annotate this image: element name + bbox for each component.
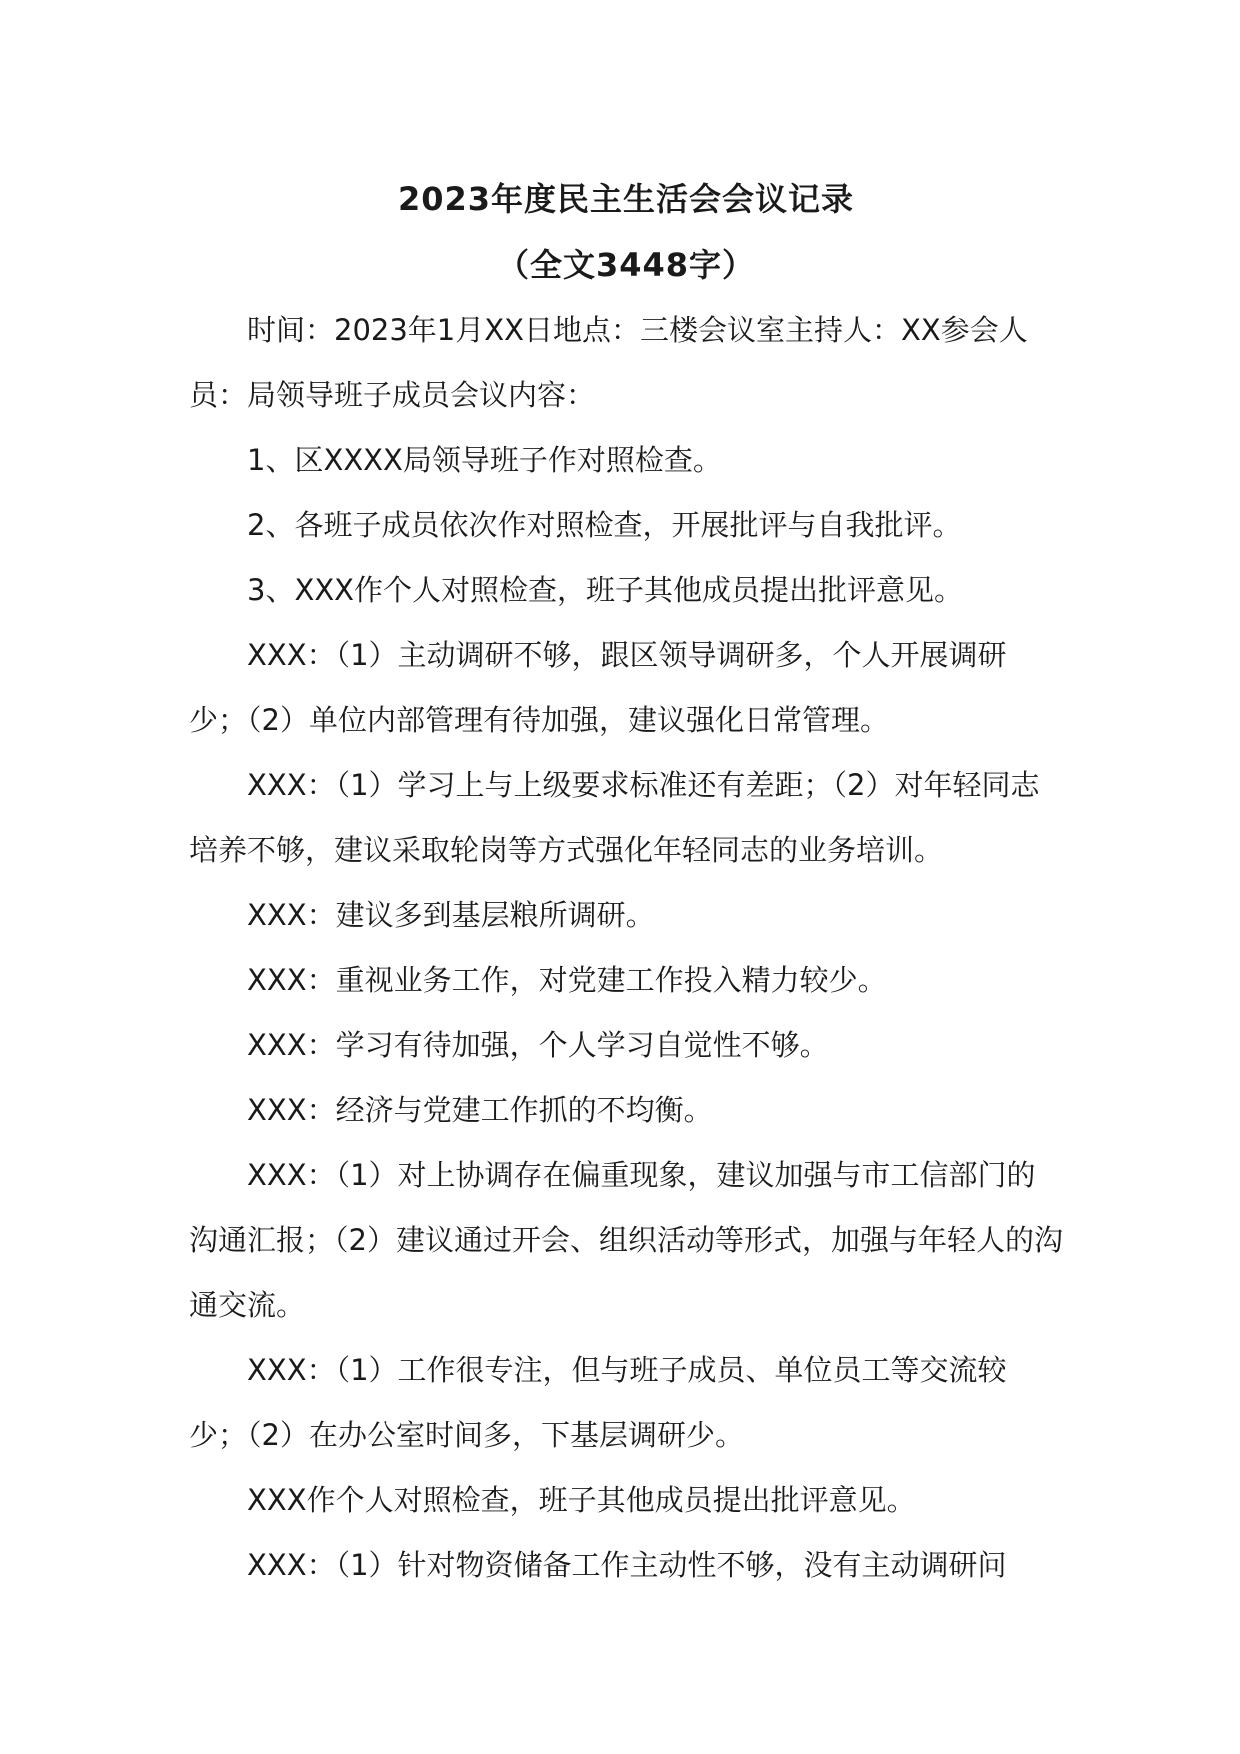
document-subtitle: （全文3448字） [496, 246, 756, 284]
paragraph-comment: XXX：（1）主动调研不够，跟区领导调研多，个人开展调研少；（2）单位内部管理有待加强，建议强化日常管理。 [189, 638, 1007, 737]
paragraph-comment: XXX：建议多到基层粮所调研。 [247, 898, 655, 932]
paragraph-item-2: 2、各班子成员依次作对照检查，开展批评与自我批评。 [247, 508, 962, 542]
paragraph-comment: XXX：经济与党建工作抓的不均衡。 [247, 1093, 713, 1127]
paragraph-comment: XXX：（1）工作很专注，但与班子成员、单位员工等交流较少；（2）在办公室时间多，下基层调研少。 [189, 1353, 1007, 1452]
paragraph-item-3: 3、XXX作个人对照检查，班子其他成员提出批评意见。 [247, 573, 964, 607]
paragraph-comment: XXX：（1）对上协调存在偏重现象，建议加强与市工信部门的沟通汇报；（2）建议通过开会、组织活动等形式，加强与年轻人的沟通交流。 [189, 1158, 1063, 1322]
paragraph-item-1: 1、区XXXX局领导班子作对照检查。 [247, 443, 722, 477]
paragraph-comment: XXX：（1）学习上与上级要求标准还有差距；（2）对年轻同志培养不够，建议采取轮岗等方式强化年轻同志的业务培训。 [189, 768, 1040, 867]
paragraph-self-review: XXX作个人对照检查，班子其他成员提出批评意见。 [247, 1483, 916, 1517]
paragraph-comment: XXX：（1）针对物资储备工作主动性不够，没有主动调研问 [247, 1548, 1007, 1582]
paragraph-meeting-info: 时间：2023年1月XX日地点：三楼会议室主持人：XX参会人员：局领导班子成员会议内容： [189, 313, 1028, 412]
document-title: 2023年度民主生活会会议记录 [397, 180, 855, 218]
document-page [189, 166, 1063, 1598]
paragraph-comment: XXX：重视业务工作，对党建工作投入精力较少。 [247, 963, 887, 997]
paragraph-comment: XXX：学习有待加强，个人学习自觉性不够。 [247, 1028, 829, 1062]
